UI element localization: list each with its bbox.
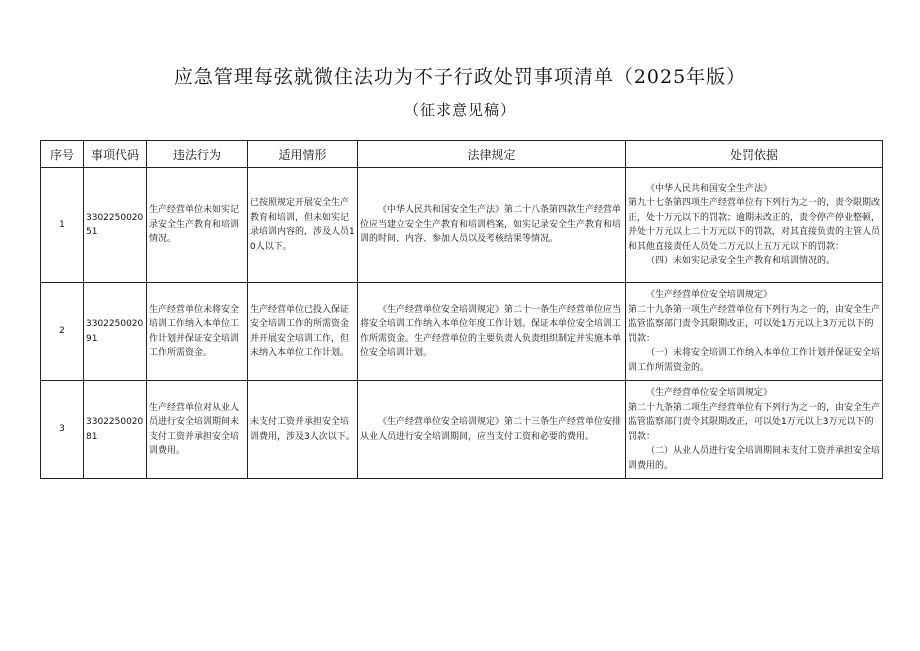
basis-clause: 第二十九条第二项生产经营单位有下列行为之一的，由安全生产监管监察部门责令其限期改正，可以处1万元以上3万元以下的罚款： xyxy=(628,402,881,442)
basis-clause: 第二十九条第一项生产经营单位有下列行为之一的，由安全生产监管监察部门责令其限期改正，可以处1万元以上3万元以下的罚款： xyxy=(628,304,881,344)
basis-item: （二）从业人员进行安全培训期间未支付工资并承担安全培训费用的。 xyxy=(628,446,881,471)
row-law: 《生产经营单位安全培训规定》第二十三条生产经营单位安排从业人员进行安全培训期间，应当支付工资和必要的费用。 xyxy=(358,381,626,479)
basis-item: （四）未如实记录安全生产教育和培训情况的。 xyxy=(646,256,836,266)
row-no: 3 xyxy=(41,381,84,479)
row-code: 330225002081 xyxy=(84,381,147,479)
row-situation: 生产经营单位已投入保证安全培训工作的所需资金并开展安全培训工作，但未纳入本单位工作计划。 xyxy=(248,283,358,381)
row-violation: 生产经营单位未将安全培训工作纳入本单位工作计划并保证安全培训工作所需资金。 xyxy=(147,283,248,381)
basis-source: 《生产经营单位安全培训规定》 xyxy=(646,388,773,398)
penalty-table xyxy=(40,140,883,479)
row-no: 1 xyxy=(41,168,84,283)
header-violation: 违法行为 xyxy=(147,141,248,168)
row-code: 330225002091 xyxy=(84,283,147,381)
row-basis xyxy=(626,168,883,283)
row-basis xyxy=(626,381,883,479)
row-violation: 生产经营单位对从业人员进行安全培训期间未支付工资并承担安全培训费用。 xyxy=(147,381,248,479)
header-code: 事项代码 xyxy=(84,141,147,168)
row-law: 《生产经营单位安全培训规定》第二十一条生产经营单位应当将安全培训工作纳入本单位年度工作计划。保证本单位安全培训工作所需资金。生产经营单位的主要负责人负责组织制定并实施本单位安全培训计划。 xyxy=(358,283,626,381)
table-row xyxy=(41,283,883,381)
document-subtitle: （征求意见稿） xyxy=(403,101,516,119)
row-no: 2 xyxy=(41,283,84,381)
basis-source: 《中华人民共和国安全生产法》 xyxy=(646,183,773,194)
document-title: 应急管理每弦就微住法功为不子行政处罚事项清单（2025年版） xyxy=(173,66,747,88)
basis-item: （一）未将安全培训工作纳入本单位工作计划并保证安全培训工作所需资金的。 xyxy=(628,348,881,373)
table-header-row xyxy=(41,141,883,168)
header-basis: 处罚依据 xyxy=(626,141,883,168)
row-situation: 已按照规定开展安全生产教育和培训，但未如实记录培训内容的，涉及人员10人以下。 xyxy=(248,168,358,283)
table-row xyxy=(41,381,883,479)
basis-clause: 第九十七条第四项生产经营单位有下列行为之一的，责令限期改正，处十万元以下的罚款；逾期未改正的，责令停产停业整顿，并处十万元以上二十万元以下的罚款，对其直接负责的主管人员和其他直接责任人员处二万元以上五万元以下的罚款： xyxy=(628,198,881,252)
table-row xyxy=(41,168,883,283)
header-law: 法律规定 xyxy=(358,141,626,168)
row-situation: 未支付工资并承担安全培训费用，涉及3人次以下。 xyxy=(248,381,358,479)
basis-source: 《生产经营单位安全培训规定》 xyxy=(646,290,773,300)
row-violation: 生产经营单位未如实记录安全生产教育和培训情况。 xyxy=(147,168,248,283)
row-basis xyxy=(626,283,883,381)
row-code: 330225002051 xyxy=(84,168,147,283)
header-situation: 适用情形 xyxy=(248,141,358,168)
row-law: 《中华人民共和国安全生产法》第二十八条第四款生产经营单位应当建立安全生产教育和培训档案，如实记录安全生产教育和培训的时间、内容、参加人员以及考核结果等情况。 xyxy=(358,168,626,283)
header-no: 序号 xyxy=(41,141,84,168)
